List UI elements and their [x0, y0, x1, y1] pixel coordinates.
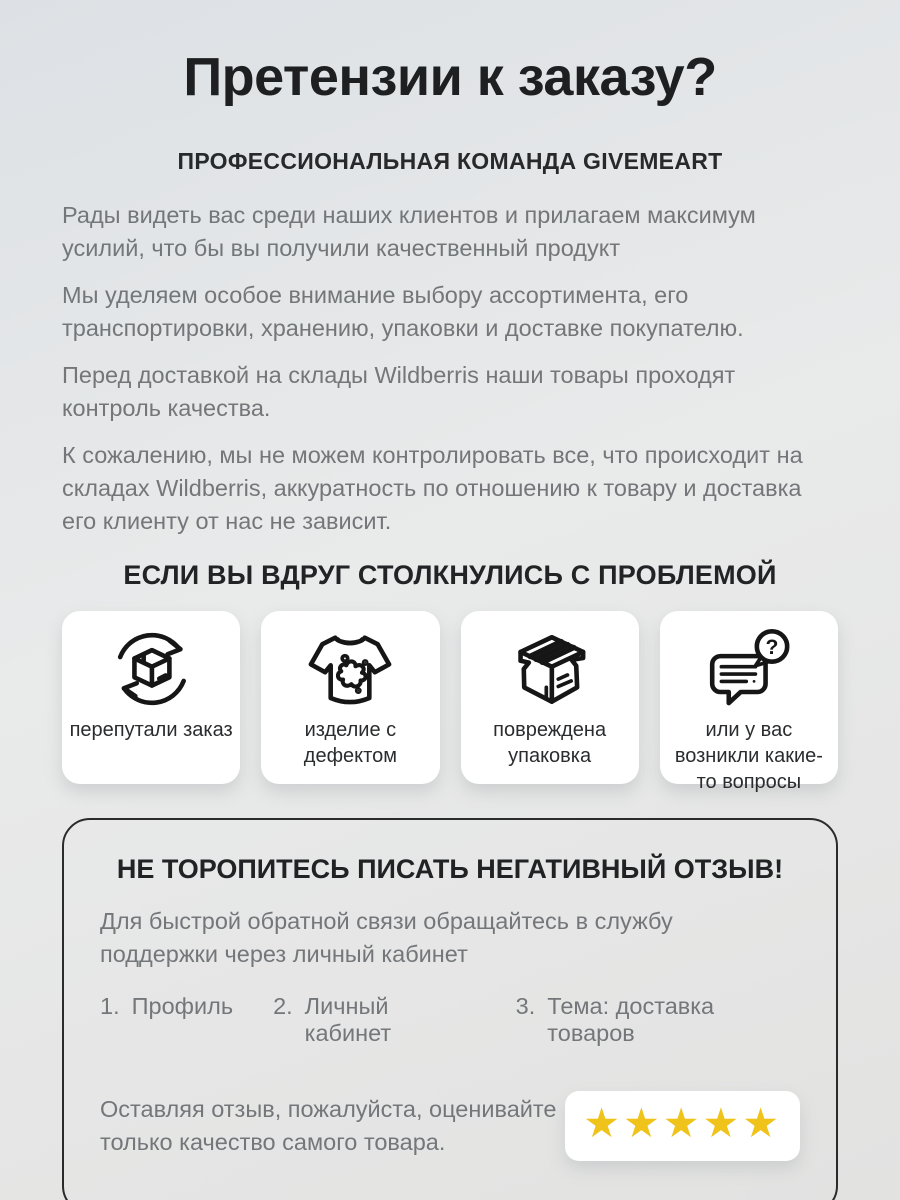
- rating-stars-icon: ★★★★★: [583, 1098, 782, 1147]
- step-number: 1.: [100, 993, 120, 1019]
- damaged-box-icon: [504, 623, 596, 715]
- problem-card-label: или у вас возникли какие-то вопросы: [674, 719, 823, 793]
- question-chat-icon: [703, 623, 795, 715]
- problem-card-questions: [660, 611, 838, 793]
- problem-card-label: изделие с дефектом: [303, 719, 397, 767]
- problems-heading: ЕСЛИ ВЫ ВДРУГ СТОЛКНУЛИСЬ С ПРОБЛЕМОЙ: [123, 560, 777, 590]
- svg-text:?: ?: [765, 635, 779, 659]
- problem-card-label: повреждена упаковка: [493, 719, 607, 767]
- intro-paragraph: Перед доставкой на склады Wildberris наши товары проходят контроль качества.: [62, 362, 736, 421]
- step-number: 3.: [515, 993, 536, 1019]
- page-title: Претензии к заказу?: [183, 47, 717, 107]
- step-label: Личный кабинет: [304, 993, 392, 1046]
- step-item: [516, 993, 800, 1047]
- step-number: 2.: [273, 993, 293, 1019]
- page-subtitle: ПРОФЕССИОНАЛЬНАЯ КОМАНДА GIVEMEART: [177, 148, 723, 174]
- notice-bottom-row: [100, 1069, 800, 1182]
- intro-paragraph: К сожалению, мы не можем контролировать все, что происходит на складах Wildberris, аккуратность по отношению к товару и доставка его клиенту от нас не зависит.: [62, 442, 803, 534]
- step-item: [100, 993, 233, 1047]
- step-item: [273, 993, 476, 1047]
- step-label: Профиль: [131, 993, 234, 1019]
- intro-section: [62, 199, 838, 538]
- steps-list: [100, 993, 800, 1047]
- notice-heading: НЕ ТОРОПИТЕСЬ ПИСАТЬ НЕГАТИВНЫЙ ОТЗЫВ!: [116, 854, 784, 884]
- problem-card-label: перепутали заказ: [69, 719, 233, 741]
- problem-card-damaged: [461, 611, 639, 784]
- problem-card-defect: [261, 611, 439, 784]
- rating-pill: [565, 1091, 800, 1161]
- problem-card-swap-order: [62, 611, 240, 784]
- problem-cards-row: [62, 611, 838, 793]
- swap-order-icon: [105, 623, 197, 715]
- intro-paragraph: Рады видеть вас среди наших клиентов и прилагаем максимум усилий, что бы вы получили качественный продукт: [62, 202, 756, 261]
- notice-outro: Оставляя отзыв, пожалуйста, оценивайте только качество самого товара.: [100, 1095, 557, 1155]
- step-label: Тема: доставка товаров: [547, 993, 715, 1046]
- defect-tshirt-icon: [304, 623, 396, 715]
- notice-box: [62, 818, 838, 1200]
- notice-intro: Для быстрой обратной связи обращайтесь в службу поддержки через личный кабинет: [100, 908, 673, 967]
- intro-paragraph: Мы уделяем особое внимание выбору ассортимента, его транспортировки, хранению, упаковки и доставке покупателю.: [62, 282, 744, 341]
